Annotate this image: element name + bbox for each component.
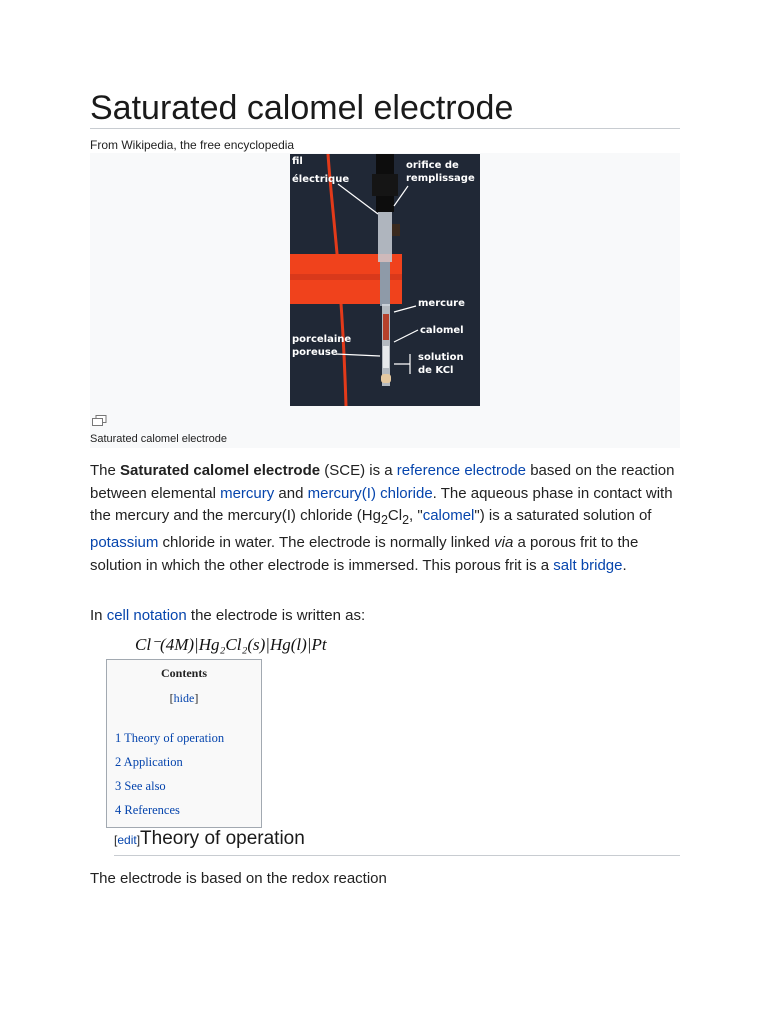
label-fil: fil [292,156,303,167]
label-electrique: électrique [292,174,350,185]
link-mercury[interactable]: mercury [220,484,275,502]
toc-toggle: [hide] [169,691,199,705]
intro-paragraph: The Saturated calomel electrode (SCE) is a reference electrode based on the reaction between elemental mercury and mercury(I) chloride. The aqueous phase in contact with the mercury and the mercury(I) chloride ($Hg_2Cl_2$, "calomel") is a saturated solution of potassium chloride in water. The electrode is normally linked via a porous frit to the solution in which the other electrode is immersed. This porous frit is a salt bridge. [90,462,675,574]
section-heading-theory [114,828,305,850]
edit-bracket: [edit] [114,833,141,847]
electrode-photo[interactable] [290,154,480,406]
title-divider [90,128,680,129]
toc-hide-link[interactable]: hide [173,691,195,705]
link-reference-electrode[interactable]: reference electrode [396,462,527,479]
site-tagline: From Wikipedia, the free encyclopedia [90,138,295,152]
label-calomel: calomel [420,325,464,336]
enlarge-icon[interactable] [92,415,107,426]
link-potassium[interactable]: potassium [90,534,159,552]
body-paragraph: The electrode is based on the redox reaction [90,870,387,887]
section-divider [114,855,680,856]
section-title: Theory of operation [140,828,305,849]
label-de-kcl: de KCl [418,365,454,376]
section-edit-link[interactable]: edit [117,833,137,847]
link-cell-notation[interactable]: cell notation [106,607,187,624]
toc-list [115,730,224,826]
link-mercury-chloride[interactable]: mercury(I) chloride [307,484,433,502]
toc-item-references[interactable]: 4 References [115,803,180,817]
label-solution: solution [418,352,464,363]
svg-text:Cl⁻(4M)|Hg₂Cl₂(s)|Hg(l)|Pt: Cl⁻(4M)|Hg₂Cl₂(s)|Hg(l)|Pt [135,635,327,654]
table-of-contents [106,659,262,828]
label-poreuse: poreuse [292,347,338,358]
bold-term: Saturated calomel electrode [120,462,321,479]
page-title: Saturated calomel electrode [90,89,514,127]
link-salt-bridge[interactable]: salt bridge [553,556,623,574]
notation-paragraph: In cell notation the electrode is written as: [90,607,366,624]
label-orifice: orifice de [406,160,459,171]
label-porcelaine: porcelaine [292,334,352,345]
toc-item-application[interactable]: 2 Application [115,755,183,769]
link-calomel[interactable]: calomel [422,507,475,525]
toc-item-theory[interactable]: 1 Theory of operation [115,731,225,745]
label-mercure: mercure [418,298,465,309]
toc-title: Contents [160,666,207,680]
cell-notation-formula [135,633,385,655]
label-remplissage: remplissage [406,173,475,184]
toc-item-see-also[interactable]: 3 See also [115,779,166,793]
figure-caption: Saturated calomel electrode [90,433,227,445]
